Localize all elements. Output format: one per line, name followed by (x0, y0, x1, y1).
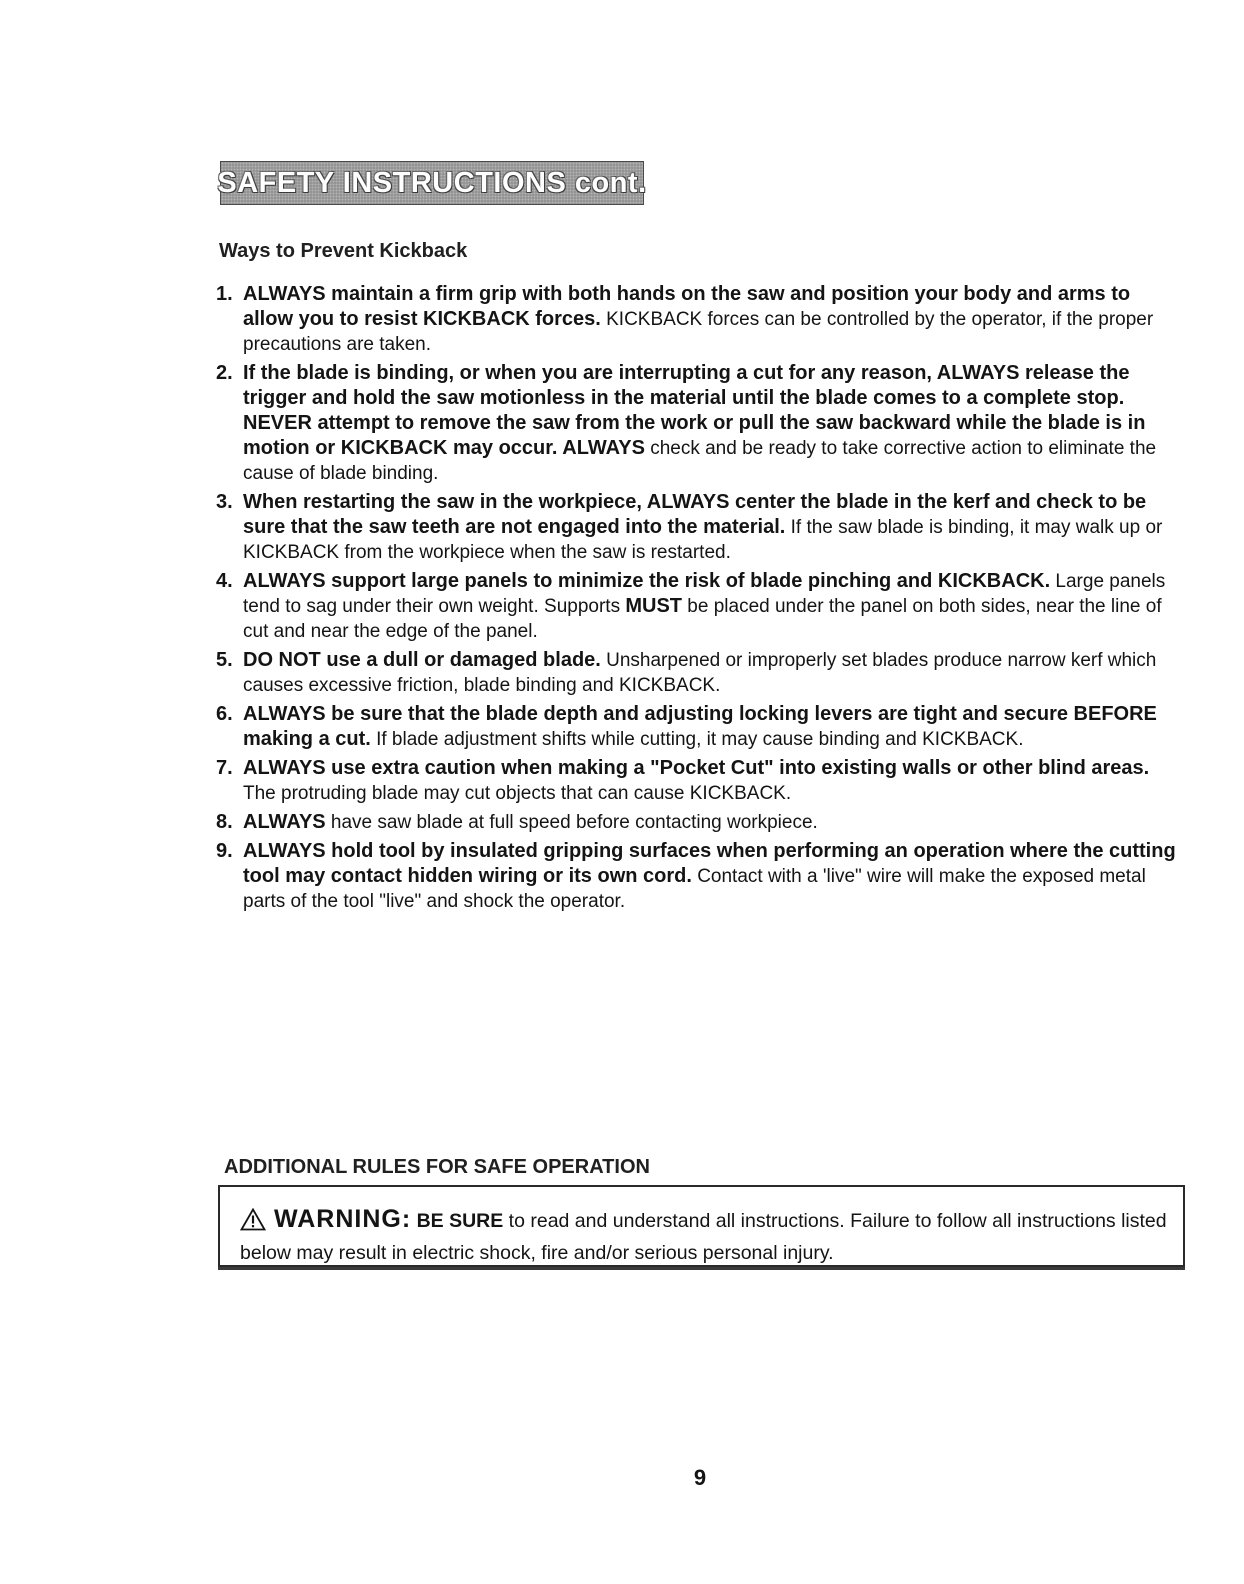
list-item (216, 810, 1176, 835)
item-bold-text: ALWAYS maintain a firm grip with both hands on the saw and position your body and arms to allow you to resist KICKBACK forces. (243, 283, 1131, 330)
kickback-list (216, 282, 1176, 918)
item-text: If the saw blade is binding, it may walk up or KICKBACK from the workpiece when the saw is restarted. (243, 517, 1163, 563)
list-item (216, 490, 1176, 565)
item-text: KICKBACK forces can be controlled by the operator, if the proper precautions are taken. (243, 309, 1154, 355)
item-number: 6. (216, 703, 233, 725)
warning-lead: BE SURE (416, 1210, 504, 1232)
item-number: 4. (216, 570, 233, 592)
item-bold-text: MUST (625, 595, 683, 617)
list-item (216, 702, 1176, 752)
additional-rules-title: ADDITIONAL RULES FOR SAFE OPERATION (224, 1156, 650, 1178)
item-text: If blade adjustment shifts while cutting, it may cause binding and KICKBACK. (370, 729, 1024, 750)
item-number: 9. (216, 840, 233, 862)
list-item (216, 282, 1176, 357)
item-number: 1. (216, 283, 233, 305)
list-item (216, 569, 1176, 644)
item-bold-text: ALWAYS be sure that the blade depth and adjusting locking levers are tight and secure BEFORE making a cut. (243, 703, 1157, 750)
item-text: Unsharpened or improperly set blades produce narrow kerf which causes excessive friction, blade binding and KICKBACK. (243, 650, 1157, 696)
item-bold-text: ALWAYS support large panels to minimize the risk of blade pinching and KICKBACK. (243, 570, 1051, 592)
item-number: 2. (216, 362, 233, 384)
list-item (216, 839, 1176, 914)
item-text: have saw blade at full speed before contacting workpiece. (325, 812, 818, 833)
item-number: 5. (216, 649, 233, 671)
page-number: 9 (693, 1465, 707, 1490)
warning-box (218, 1185, 1185, 1267)
item-text: The protruding blade may cut objects that can cause KICKBACK. (243, 783, 792, 804)
item-bold-text: DO NOT use a dull or damaged blade. (243, 649, 601, 671)
item-text: be placed under the panel on both sides, near the line of cut and near the edge of the panel. (243, 596, 1162, 642)
item-text: check and be ready to take corrective action to eliminate the cause of blade binding. (243, 438, 1157, 484)
item-text: Large panels tend to sag under their own weight. Supports (243, 571, 1166, 617)
item-bold-text: When restarting the saw in the workpiece, ALWAYS center the blade in the kerf and check to be sure that the saw teeth are not engaged into the material. (243, 491, 1147, 538)
warning-triangle-icon (240, 1208, 266, 1239)
banner-title: SAFETY INSTRUCTIONS cont. (217, 166, 647, 199)
item-text: Contact with a 'live" wire will make the exposed metal parts of the tool "live" and shock the operator. (243, 866, 1146, 912)
item-number: 8. (216, 811, 233, 833)
list-item (216, 361, 1176, 486)
item-bold-text: ALWAYS hold tool by insulated gripping surfaces when performing an operation where the cutting tool may contact hidden wiring or its own cord. (243, 840, 1176, 887)
list-item (216, 648, 1176, 698)
warning-label: WARNING: (274, 1205, 412, 1233)
section-title: Ways to Prevent Kickback (219, 240, 468, 262)
warning-text: to read and understand all instructions. Failure to follow all instructions listed below may result in electric shock, fire and/or serious personal injury. (240, 1210, 1167, 1264)
item-bold-text: ALWAYS (243, 811, 326, 833)
section-banner (217, 161, 647, 205)
item-number: 7. (216, 757, 233, 779)
item-bold-text: ALWAYS use extra caution when making a "Pocket Cut" into existing walls or other blind areas. (243, 757, 1150, 779)
item-number: 3. (216, 491, 233, 513)
item-bold-text: If the blade is binding, or when you are interrupting a cut for any reason, ALWAYS release the trigger and hold the saw motionless in the material until the blade comes to a complete stop. NEVER attempt to remove the saw from the work or pull the saw backward while the blade is in motion or KICKBACK may occur. ALWAYS (243, 362, 1146, 459)
list-item (216, 756, 1176, 806)
